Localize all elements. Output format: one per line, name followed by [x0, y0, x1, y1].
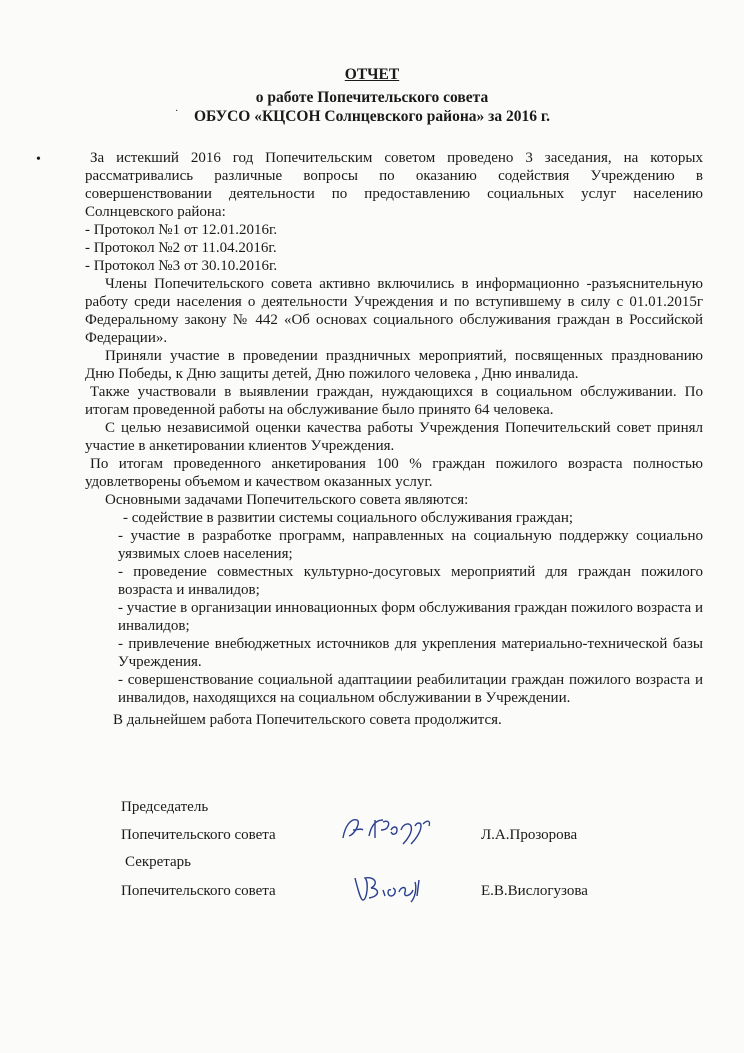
- chair-council: Попечительского совета: [121, 827, 276, 843]
- doc-org: ОБУСО «КЦСОН Солнцевского района» за 2016 г.: [193, 108, 551, 125]
- paragraph-survey-result: По итогам проведенного анкетирования 100 % граждан пожилого возраста полностью удовлетворены объемом и качеством оказанных услуг.: [85, 456, 703, 490]
- chair-role: Председатель: [121, 799, 209, 815]
- chair-name: Л.А.Прозорова: [481, 827, 578, 843]
- task-item: - проведение совместных культурно-досуговых мероприятий для граждан пожилого возраста и инвалидов;: [118, 564, 703, 598]
- protocol-item: - Протокол №2 от 11.04.2016г.: [85, 240, 277, 256]
- paragraph-events: Приняли участие в проведении праздничных мероприятий, посвященных празднованию Дню Победы, к Дню защиты детей, Дню пожилого человека , Дню инвалида.: [85, 348, 703, 382]
- task-item: - участие в организации инновационных форм обслуживания граждан пожилого возраста и инвалидов;: [118, 600, 703, 634]
- task-item: - привлечение внебюджетных источников для укрепления материально-технической базы Учреждения.: [118, 636, 703, 670]
- paragraph-survey: С целью независимой оценки качества работы Учреждения Попечительский совет принял участие в анкетировании клиентов Учреждения.: [85, 420, 703, 454]
- task-item: - содействие в развитии системы социального обслуживания граждан;: [123, 510, 574, 526]
- report-body: [85, 149, 703, 729]
- task-item: - участие в разработке программ, направленных на социальную поддержку социально уязвимых слоев населения;: [118, 528, 703, 562]
- secretary-council: Попечительского совета: [121, 883, 276, 899]
- margin-dot: •: [36, 152, 41, 167]
- secretary-role: Секретарь: [125, 854, 192, 870]
- doc-title: ОТЧЕТ: [344, 66, 400, 83]
- secretary-name: Е.В.Вислогузова: [481, 883, 588, 899]
- secretary-signature: [345, 868, 435, 908]
- protocol-item: - Протокол №1 от 12.01.2016г.: [85, 222, 278, 238]
- doc-org-line: [0, 108, 744, 126]
- paragraph-members: Члены Попечительского совета активно включились в информационно -разъяснительную работу среди населения о деятельности Учреждения и по вступившему в силу с 01.01.2015г Федеральному закону № 442 «Об основах социального обслуживания граждан в Российской Федерации».: [85, 276, 703, 346]
- doc-subtitle: о работе Попечительского совета: [255, 89, 489, 106]
- paragraph-intro: За истекший 2016 год Попечительским советом проведено 3 заседания, на которых рассматривались различные вопросы по оказанию содействия Учреждению в совершенствовании деятельности по предоставлению социальных услуг населению Солнцевского района:: [85, 150, 703, 220]
- paragraph-identification: Также участвовали в выявлении граждан, нуждающихся в социальном обслуживании. По итогам проведенной работы на обслуживание было принято 64 человека.: [85, 384, 703, 418]
- chair-signature: [335, 808, 445, 848]
- paragraph-closing: В дальнейшем работа Попечительского совета продолжится.: [113, 712, 502, 728]
- task-item: - совершенствование социальной адаптациии реабилитации граждан пожилого возраста и инвалидов, находящихся на социальном обслуживании в Учреждении.: [118, 672, 703, 706]
- protocol-item: - Протокол №3 от 30.10.2016г.: [85, 258, 278, 274]
- paragraph-tasks-intro: Основными задачами Попечительского совета являются:: [105, 492, 469, 508]
- scan-speck: ·: [175, 106, 179, 117]
